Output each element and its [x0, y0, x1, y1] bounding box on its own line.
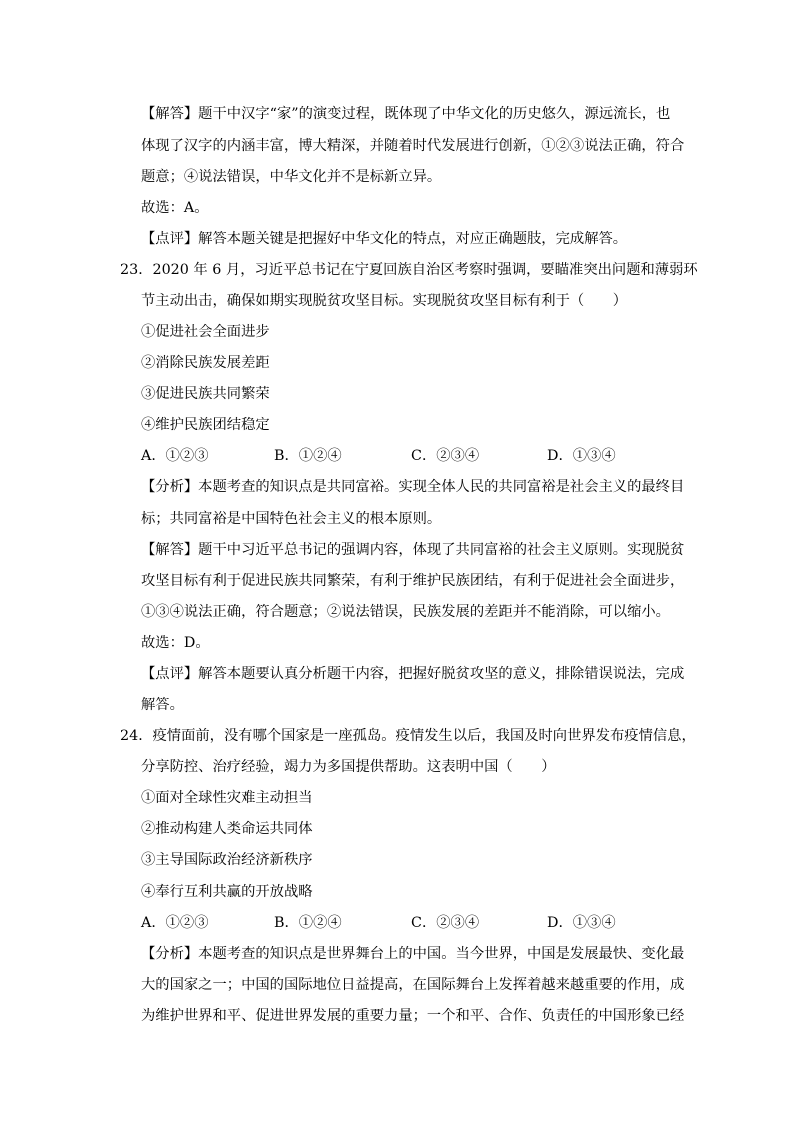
q23-stem-line-2: 节主动出击，确保如期实现脱贫攻坚目标。实现脱贫攻坚目标有利于（ ）: [141, 293, 628, 309]
q24-analysis-line-3: 为维护世界和平、促进世界发展的重要力量；一个和平、合作、负责任的中国形象已经: [141, 1008, 685, 1024]
q23-answer-line-2: 攻坚目标有利于促进民族共同繁荣，有利于维护民族团结，有利于促进社会全面进步，: [141, 573, 685, 589]
q23-option-d: D．①③④: [547, 448, 616, 464]
q24-analysis-line-2: 大的国家之一；中国的国际地位日益提高，在国际舞台上发挥着越来越重要的作用，成: [141, 977, 685, 993]
q23-comment-line-2: 解答。: [141, 697, 184, 713]
q24-stem-line-2: 分享防控、治疗经验，竭力为多国提供帮助。这表明中国（ ）: [141, 759, 556, 775]
q23-choice: 故选：D。: [141, 635, 210, 651]
q23-option-a: A．①②③: [141, 448, 209, 464]
q23-option-c: C．②③④: [411, 448, 480, 464]
q23-answer-line-3: ①③④说法正确，符合题意；②说法错误，民族发展的差距并不能消除，可以缩小。: [141, 604, 670, 620]
q23-option-b: B．①②④: [274, 448, 342, 464]
q23-item-2: ②消除民族发展差距: [141, 355, 270, 371]
q24-item-4: ④奉行互利共赢的开放战略: [141, 884, 313, 900]
q23-analysis-line-2: 标；共同富裕是中国特色社会主义的根本原则。: [141, 511, 442, 527]
q24-item-1: ①面对全球性灾难主动担当: [141, 790, 313, 806]
q23-analysis-line-1: 【分析】本题考查的知识点是共同富裕。实现全体人民的共同富裕是社会主义的最终目: [141, 479, 685, 495]
q24-analysis-line-1: 【分析】本题考查的知识点是世界舞台上的中国。当今世界，中国是发展最快、变化最: [141, 946, 685, 962]
q23-item-1: ①促进社会全面进步: [141, 324, 270, 340]
q23-comment-line-1: 【点评】解答本题要认真分析题干内容，把握好脱贫攻坚的意义，排除错误说法，完成: [141, 666, 685, 682]
q23-stem-line-1: 23．2020 年 6 月，习近平总书记在宁夏回族自治区考察时强调，要瞄准突出问题和薄弱环: [120, 262, 698, 278]
q24-option-b: B．①②④: [274, 915, 342, 931]
q22-answer-line-3: 题意；④说法错误，中华文化并不是标新立异。: [141, 169, 442, 185]
q23-answer-line-1: 【解答】题干中习近平总书记的强调内容，体现了共同富裕的社会主义原则。实现脱贫: [141, 542, 685, 558]
q24-stem-line-1: 24．疫情面前，没有哪个国家是一座孤岛。疫情发生以后，我国及时向世界发布疫情信息，: [120, 728, 696, 744]
q22-answer-line-2: 体现了汉字的内涵丰富，博大精深，并随着时代发展进行创新，①②③说法正确，符合: [141, 138, 685, 154]
q24-item-2: ②推动构建人类命运共同体: [141, 821, 313, 837]
q23-item-4: ④维护民族团结稳定: [141, 417, 270, 433]
q24-option-d: D．①③④: [547, 915, 616, 931]
q23-item-3: ③促进民族共同繁荣: [141, 386, 270, 402]
q24-option-c: C．②③④: [411, 915, 480, 931]
q24-item-3: ③主导国际政治经济新秩序: [141, 852, 313, 868]
q24-option-a: A．①②③: [141, 915, 209, 931]
q22-answer-line-1: 【解答】题干中汉字“家”的演变过程，既体现了中华文化的历史悠久，源远流长，也: [141, 106, 671, 122]
q22-choice: 故选：A。: [141, 200, 209, 216]
q22-comment: 【点评】解答本题关键是把握好中华文化的特点，对应正确题肢，完成解答。: [141, 231, 628, 247]
